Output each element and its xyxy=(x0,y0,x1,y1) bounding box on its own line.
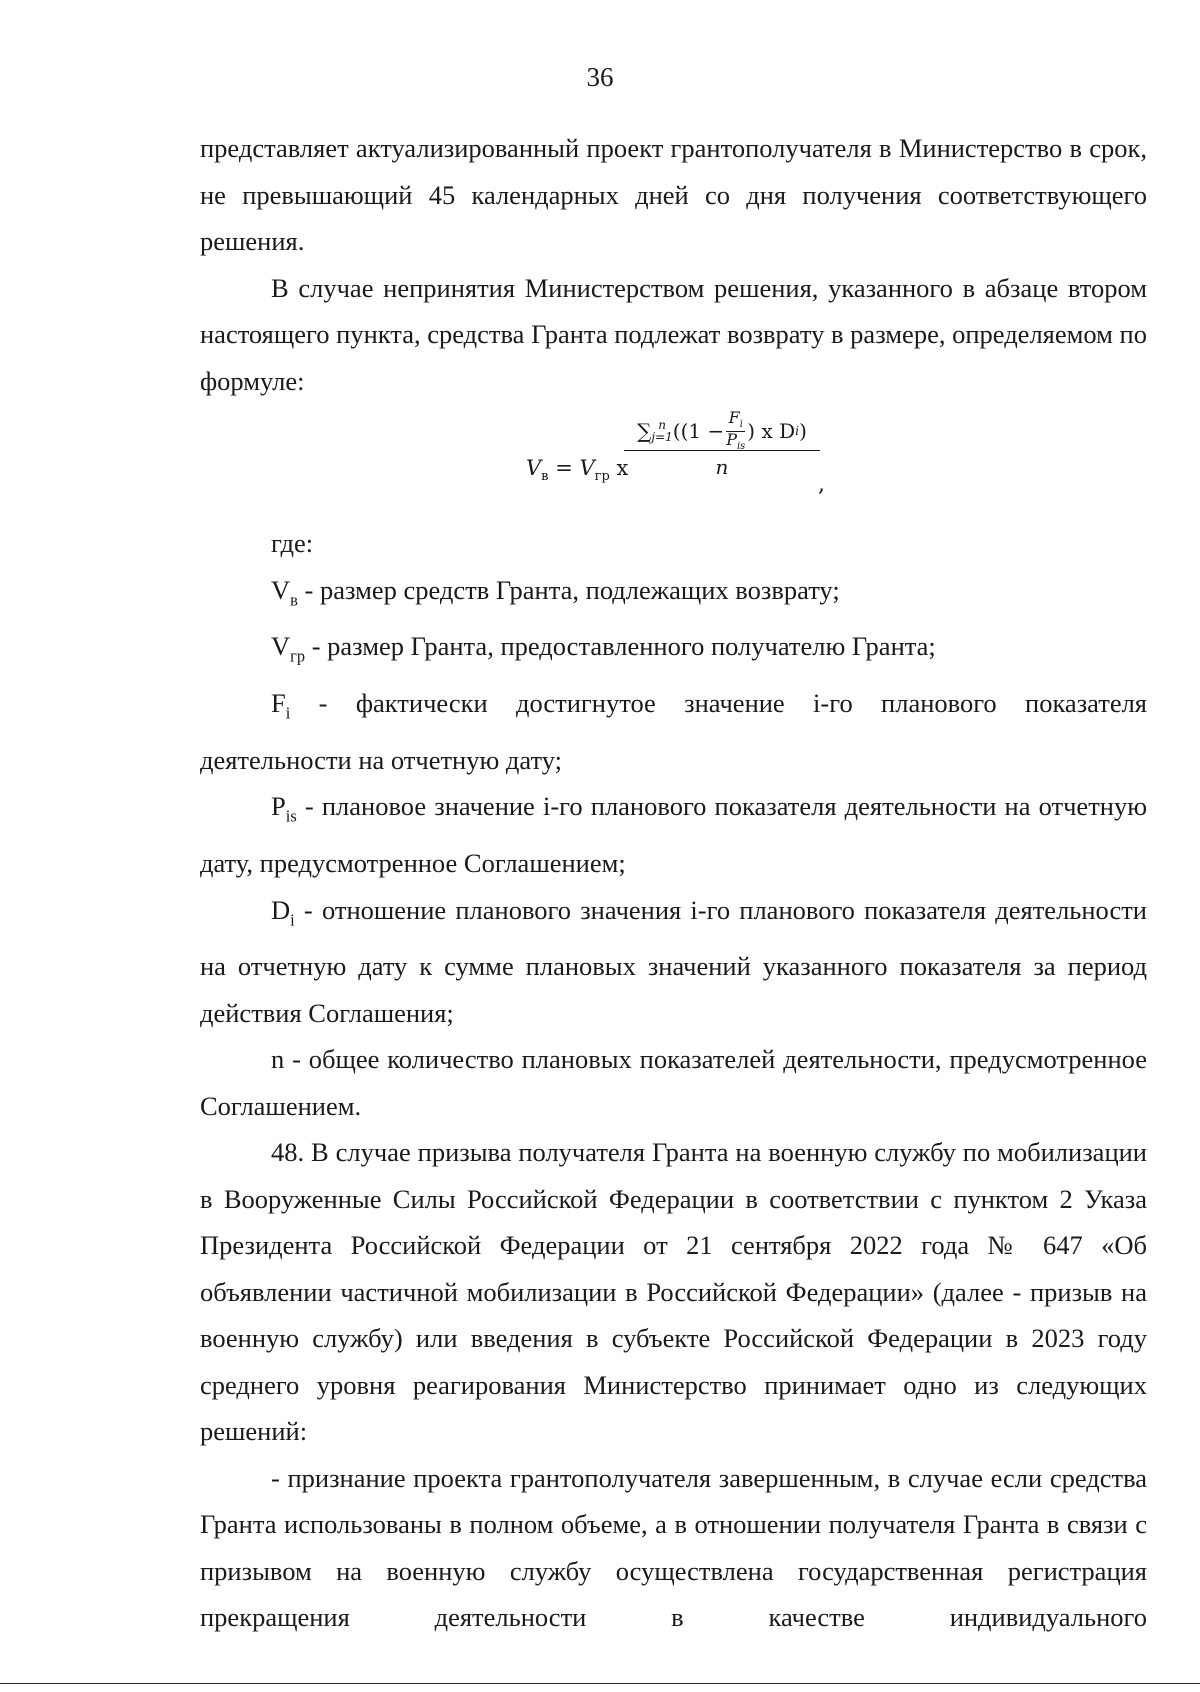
formula-lhs: $V_в = V_{гр}$ x xyxy=(526,456,629,485)
paragraph-decision-1: - признание проекта грантополучателя завершенным, в случае если средства Гранта использованы в полном объеме, а в отношении получателя Гранта в связи с призывом на военную службу осуществлена государственная регистрация прекращения деятельности в качестве индивидуального xyxy=(200,1462,1147,1633)
paragraph: представляет актуализированный проект грантополучателя в Министерство в срок, не превышающий 45 календарных дней со дня получения соответствующего решения. xyxy=(200,133,1147,256)
definition-vgr: $V_{гр}$ - размер Гранта, предоставленного получателю Гранта; xyxy=(271,631,936,666)
formula-comma: , xyxy=(818,472,825,497)
page-number: 36 xyxy=(586,62,614,92)
definition-di: $D_i$ - отношение планового значения i-го планового показателя деятельности на отчетную дату к сумме плановых значений указанного показателя за период действия Соглашения; xyxy=(200,894,1147,1028)
formula-fraction xyxy=(624,408,820,479)
formula-numerator: ∑ n j=1 ((1 − $\frac{F_i}{P_{is}}$ ) x D i ) xyxy=(637,408,807,452)
definition-vv: $V_в$ - размер средств Гранта, подлежащих возврату; xyxy=(271,574,840,609)
definition-fi: $F_i$ - фактически достигнутое значение i-го планового показателя деятельности на отчетную дату; xyxy=(200,688,1147,775)
definition-n: n - общее количество плановых показателей деятельности, предусмотренное Соглашением. xyxy=(200,1044,1147,1121)
paragraph: В случае непринятия Министерством решения, указанного в абзаце втором настоящего пункта, средства Гранта подлежат возврату в размере, определяемом по формуле: xyxy=(200,272,1147,396)
definition-pis: $P_{is}$ - плановое значение i-го планового показателя деятельности на отчетную дату, предусмотренное Соглашением; xyxy=(200,791,1147,879)
formula-inner-fraction: $\frac{F_i}{P_{is}}$ xyxy=(726,408,746,452)
return-amount-formula xyxy=(200,404,1147,520)
footer-rule xyxy=(0,1683,1200,1684)
formula-denominator: n xyxy=(715,455,729,479)
where-label: где: xyxy=(271,528,314,558)
document-body xyxy=(200,125,1147,1641)
paragraph-48: 48. В случае призыва получателя Гранта на военную службу по мобилизации в Вооруженные Силы Российской Федерации в соответствии с пунктом 2 Указа Президента Российской Федерации от 21 сентября 2022 года № 647 «Об объявлении частичной мобилизации в Российской Федерации» (далее - призыв на военную службу) или введения в субъекте Российской Федерации в 2023 году среднего уровня реагирования Министерство принимает одно из следующих решений: xyxy=(200,1137,1147,1447)
